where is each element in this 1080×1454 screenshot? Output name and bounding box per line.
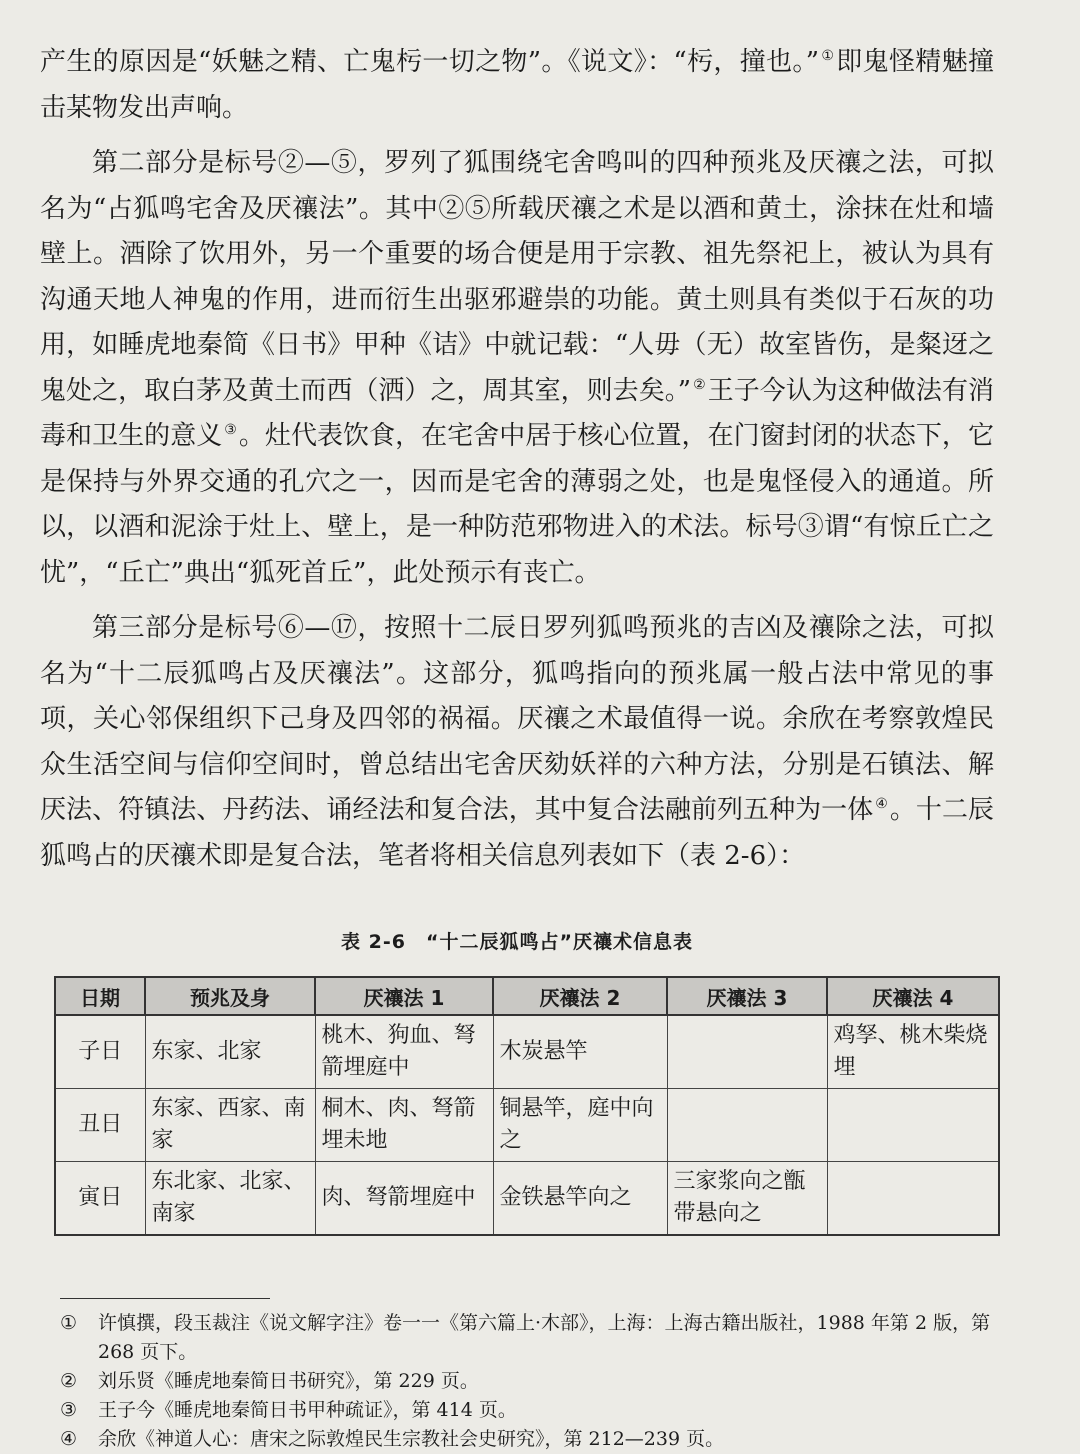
table-cell: 子日: [55, 1015, 145, 1089]
footnote-ref: ①: [821, 48, 835, 65]
table-cell: 鸡孥、桃木柴烧埋: [827, 1015, 999, 1089]
table-cell: 铜悬竿，庭中向之: [493, 1089, 667, 1162]
body-text: [40, 40, 994, 879]
table-header-row: [55, 977, 999, 1015]
footnote-text: 刘乐贤《睡虎地秦简日书研究》，第 229 页。: [98, 1370, 479, 1392]
table-header-cell: 厌禳法 3: [667, 977, 827, 1015]
footnote-item: [60, 1396, 994, 1425]
footnote-item: [60, 1309, 994, 1367]
table-cell: [667, 1089, 827, 1162]
table-header-cell: 预兆及身: [145, 977, 315, 1015]
table-cell: 三家浆向之甑带悬向之: [667, 1162, 827, 1236]
footnote-mark: ①: [60, 1312, 78, 1334]
paragraph-text: 即鬼怪精魅撞击某物发出声响。: [40, 47, 994, 123]
body-paragraph: [40, 40, 994, 131]
footnote-text: 王子今《睡虎地秦简日书甲种疏证》，第 414 页。: [98, 1399, 517, 1421]
table-cell: [827, 1162, 999, 1236]
footnote-divider: [60, 1298, 270, 1299]
table-header-cell: 日期: [55, 977, 145, 1015]
footnote-item: [60, 1367, 994, 1396]
paragraph-text: 产生的原因是“妖魅之精、亡鬼杇一切之物”。《说文》：“杇，撞也。”: [40, 47, 820, 77]
table-header-cell: 厌禳法 2: [493, 977, 667, 1015]
paragraph-text: 。十二辰狐鸣占的厌禳术即是复合法，笔者将相关信息列表如下（表 2-6）：: [40, 795, 994, 871]
footnote-text: 许慎撰，段玉裁注《说文解字注》卷一一《第六篇上·木部》，上海：上海古籍出版社，1988 年第 2 版，第 268 页下。: [98, 1312, 991, 1363]
table-cell: [827, 1089, 999, 1162]
table-row: [55, 1089, 999, 1162]
body-paragraph: [40, 141, 994, 596]
table-row: [55, 1162, 999, 1236]
footnotes: [60, 1309, 994, 1454]
body-paragraph: [40, 606, 994, 879]
paragraph-text: 第二部分是标号②—⑤，罗列了狐围绕宅舍鸣叫的四种预兆及厌禳之法，可拟名为“占狐鸣宅舍及厌禳法”。其中②⑤所载厌禳之术是以酒和黄土，涂抹在灶和墙壁上。酒除了饮用外，另一个重要的场合便是用于宗教、祖先祭祀上，被认为具有沟通天地人神鬼的作用，进而衍生出驱邪避祟的功能。黄土则具有类似于石灰的功用，如睡虎地秦简《日书》甲种《诘》中就记载：“人毋（无）故室皆伤，是粲迓之鬼处之，取白茅及黄土而西（洒）之，周其室，则去矣。”: [40, 148, 994, 406]
table-cell: 寅日: [55, 1162, 145, 1236]
table-cell: 金铁悬竿向之: [493, 1162, 667, 1236]
footnote-mark: ④: [60, 1428, 78, 1450]
table-row: [55, 1015, 999, 1089]
table-cell: 肉、弩箭埋庭中: [315, 1162, 493, 1236]
table-cell: 丑日: [55, 1089, 145, 1162]
info-table: [54, 976, 1000, 1236]
table-cell: 东家、西家、南家: [145, 1089, 315, 1162]
paragraph-text: 。灶代表饮食，在宅舍中居于核心位置，在门窗封闭的状态下，它是保持与外界交通的孔穴之一，因而是宅舍的薄弱之处，也是鬼怪侵入的通道。所以，以酒和泥涂于灶上、壁上，是一种防范邪物进入的术法。标号③谓“有惊丘亡之忧”，“丘亡”典出“狐死首丘”，此处预示有丧亡。: [40, 421, 994, 588]
footnote-ref: ④: [875, 796, 888, 813]
table-cell: [667, 1015, 827, 1089]
table-cell: 东北家、北家、南家: [145, 1162, 315, 1236]
paragraph-text: 第三部分是标号⑥—⑰，按照十二辰日罗列狐鸣预兆的吉凶及禳除之法，可拟名为“十二辰狐鸣占及厌禳法”。这部分，狐鸣指向的预兆属一般占法中常见的事项，关心邻保组织下己身及四邻的祸福。厌禳之术最值得一说。余欣在考察敦煌民众生活空间与信仰空间时，曾总结出宅舍厌劾妖祥的六种方法，分别是石镇法、解厌法、符镇法、丹药法、诵经法和复合法，其中复合法融前列五种为一体: [40, 613, 994, 825]
footnote-text: 余欣《神道人心：唐宋之际敦煌民生宗教社会史研究》，第 212—239 页。: [98, 1428, 725, 1450]
table-cell: 桃木、狗血、弩箭埋庭中: [315, 1015, 493, 1089]
table-cell: 桐木、肉、弩箭埋未地: [315, 1089, 493, 1162]
footnote-ref: ②: [693, 376, 706, 393]
paragraph-text: 王子今认为这种做法有消毒和卫生的意义: [40, 375, 994, 451]
table-header-cell: 厌禳法 4: [827, 977, 999, 1015]
footnote-ref: ③: [224, 422, 237, 439]
table-cell: 东家、北家: [145, 1015, 315, 1089]
footnote-mark: ③: [60, 1399, 78, 1421]
footnote-mark: ②: [60, 1370, 78, 1392]
table-cell: 木炭悬竿: [493, 1015, 667, 1089]
table-caption: 表 2-6 “十二辰狐鸣占”厌禳术信息表: [341, 931, 693, 953]
table-header-cell: 厌禳法 1: [315, 977, 493, 1015]
